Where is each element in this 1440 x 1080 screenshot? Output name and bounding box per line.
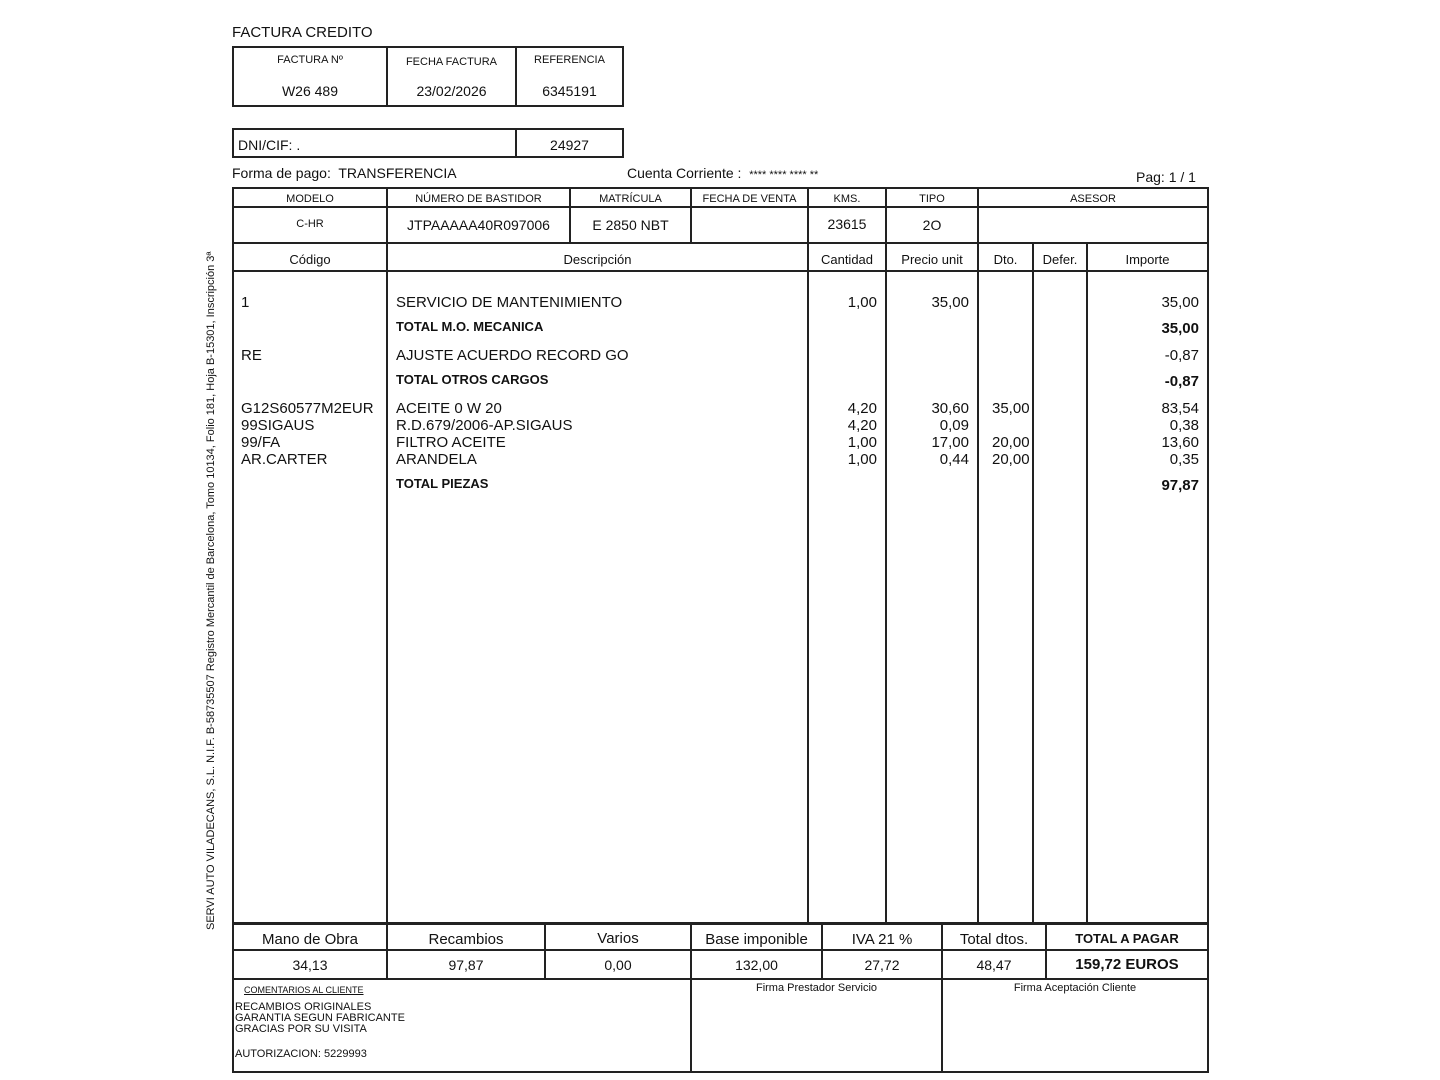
line-discount: 20,00 — [992, 451, 1030, 468]
vehicle-vin: JTPAAAAA40R097006 — [407, 217, 550, 233]
line-amount: 35,00 — [1161, 294, 1199, 311]
vehicle-header-kms: KMS. — [833, 193, 861, 205]
invoice-number-label: FACTURA Nº — [277, 54, 343, 66]
invoice-date: 23/02/2026 — [416, 83, 487, 99]
comments-list — [235, 1002, 405, 1035]
summary-header-parts: Recambios — [428, 931, 504, 948]
subtotal-amount: -0,87 — [1164, 373, 1199, 390]
comment-line: GARANTIA SEGUN FABRICANTE — [235, 1012, 405, 1024]
line-description: SERVICIO DE MANTENIMIENTO — [396, 294, 623, 311]
payment-method — [232, 165, 457, 181]
line-quantity: 1,00 — [847, 294, 877, 311]
summary-header-misc: Varios — [597, 930, 639, 947]
line-amount: 0,38 — [1169, 417, 1199, 434]
vehicle-header-model: MODELO — [286, 193, 334, 205]
summary-tax-base: 132,00 — [735, 957, 778, 973]
line-quantity: 4,20 — [847, 417, 877, 434]
vehicle-header-vin: NÚMERO DE BASTIDOR — [415, 193, 542, 205]
line-code: G12S60577M2EUR — [241, 400, 374, 417]
line-amount: 83,54 — [1161, 400, 1199, 417]
summary-parts: 97,87 — [448, 957, 484, 973]
summary-header-discounts: Total dtos. — [959, 931, 1029, 948]
line-unit-price: 30,60 — [931, 400, 969, 417]
vehicle-model: C-HR — [296, 218, 324, 230]
client-code: 24927 — [550, 137, 589, 153]
page-number: Pag: 1 / 1 — [1136, 169, 1196, 185]
summary-header-total: TOTAL A PAGAR — [1075, 931, 1179, 946]
account-value: **** **** **** ** — [749, 169, 819, 181]
line-unit-price: 0,44 — [939, 451, 969, 468]
col-header-quantity: Cantidad — [820, 252, 874, 267]
summary-vat: 27,72 — [864, 957, 900, 973]
comment-line: GRACIAS POR SU VISITA — [235, 1023, 367, 1035]
subtotal-label: TOTAL PIEZAS — [396, 476, 489, 491]
line-code: 99SIGAUS — [241, 417, 315, 434]
payment-value: TRANSFERENCIA — [338, 165, 457, 181]
provider-signature-label: Firma Prestador Servicio — [755, 982, 878, 994]
line-unit-price: 0,09 — [939, 417, 969, 434]
subtotal-label: TOTAL M.O. MECANICA — [396, 319, 544, 334]
dni-label-text: DNI/CIF: — [238, 137, 293, 153]
col-header-code: Código — [289, 252, 331, 267]
line-description: ACEITE 0 W 20 — [396, 400, 502, 417]
line-amount: 13,60 — [1161, 434, 1199, 451]
line-quantity: 1,00 — [847, 451, 877, 468]
summary-header-vat: IVA 21 % — [851, 931, 913, 948]
invoice-number: W26 489 — [281, 83, 339, 99]
authorization-number: AUTORIZACION: 5229993 — [235, 1048, 367, 1060]
line-code: RE — [241, 347, 262, 364]
vehicle-kms: 23615 — [827, 216, 867, 232]
vehicle-header-advisor: ASESOR — [1070, 193, 1116, 205]
vehicle-header-plate: MATRÍCULA — [599, 193, 662, 205]
account-label: Cuenta Corriente : — [627, 165, 742, 181]
line-code: 99/FA — [241, 434, 281, 451]
line-amount: 0,35 — [1169, 451, 1199, 468]
summary-header-tax-base: Base imponible — [705, 931, 808, 948]
line-amount: -0,87 — [1164, 347, 1199, 364]
dni-label — [238, 137, 300, 153]
document-title: FACTURA CREDITO — [232, 24, 373, 41]
line-quantity: 4,20 — [847, 400, 877, 417]
summary-header-labour: Mano de Obra — [262, 931, 358, 948]
reference-label: REFERENCIA — [534, 54, 605, 66]
vehicle-plate: E 2850 NBT — [592, 217, 669, 233]
line-discount: 35,00 — [992, 400, 1030, 417]
col-header-description: Descripción — [563, 252, 632, 267]
line-description: AJUSTE ACUERDO RECORD GO — [396, 347, 629, 364]
summary-misc: 0,00 — [604, 957, 632, 973]
line-description: FILTRO ACEITE — [396, 434, 506, 451]
line-unit-price: 17,00 — [931, 434, 969, 451]
line-unit-price: 35,00 — [931, 294, 969, 311]
comments-title: COMENTARIOS AL CLIENTE — [244, 985, 364, 995]
line-discount: 20,00 — [992, 434, 1030, 451]
vehicle-header-type: TIPO — [919, 193, 945, 205]
comment-line: RECAMBIOS ORIGINALES — [235, 1001, 372, 1013]
line-quantity: 1,00 — [847, 434, 877, 451]
col-header-amount: Importe — [1125, 252, 1170, 267]
lines-table — [232, 242, 1209, 925]
subtotal-label: TOTAL OTROS CARGOS — [396, 372, 549, 387]
payment-label: Forma de pago: — [232, 165, 331, 181]
summary-labour: 34,13 — [292, 957, 328, 973]
col-header-deferred: Defer. — [1042, 252, 1078, 267]
col-header-unit-price: Precio unit — [901, 252, 963, 267]
company-legal-text: SERVI AUTO VILADECANS, S.L. N.I.F. B-58735507 Registro Mercantil de Barcelona, Tomo 10134, Folio 181, Hoja B-15301, Inscripción 3ª — [205, 251, 217, 930]
vehicle-type: 2O — [922, 217, 942, 233]
dni-value: . — [296, 137, 301, 153]
line-code: 1 — [241, 294, 250, 311]
reference-value: 6345191 — [542, 83, 597, 99]
col-header-discount: Dto. — [993, 252, 1018, 267]
line-code: AR.CARTER — [241, 451, 328, 468]
client-signature-label: Firma Aceptación Cliente — [1013, 982, 1137, 994]
subtotal-amount: 35,00 — [1161, 320, 1199, 337]
bank-account — [627, 165, 818, 181]
summary-total-to-pay: 159,72 EUROS — [1075, 956, 1179, 973]
line-description: R.D.679/2006-AP.SIGAUS — [396, 417, 573, 434]
line-description: ARANDELA — [396, 451, 477, 468]
vehicle-header-sale-date: FECHA DE VENTA — [702, 193, 797, 205]
invoice-date-label: FECHA FACTURA — [405, 56, 498, 68]
summary-discounts: 48,47 — [976, 957, 1012, 973]
subtotal-amount: 97,87 — [1161, 477, 1199, 494]
